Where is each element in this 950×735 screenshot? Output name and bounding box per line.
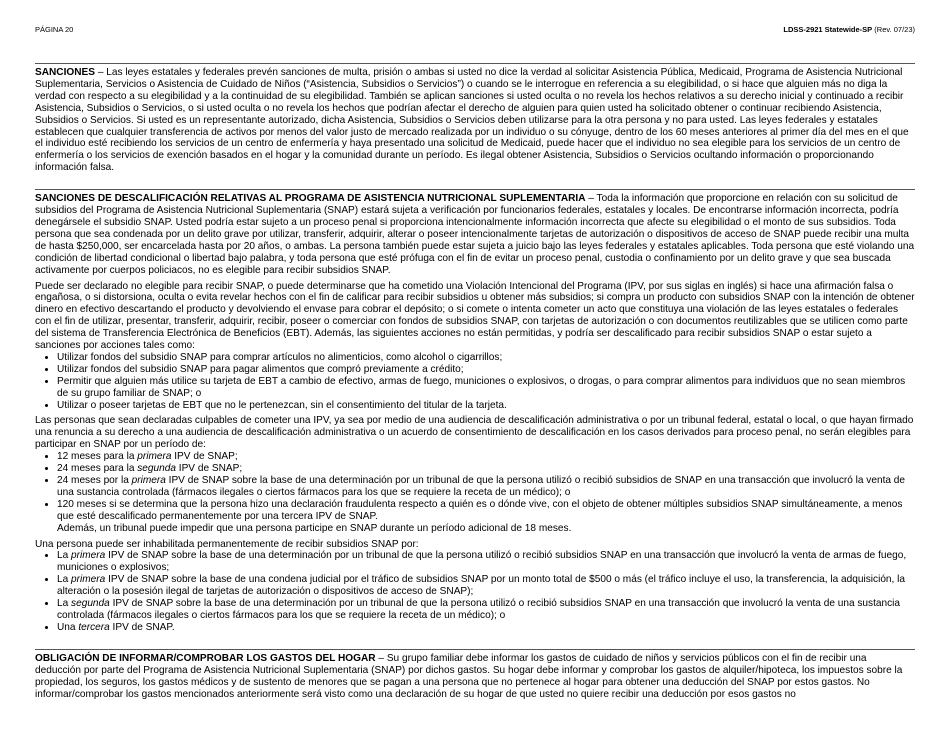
section-text: – Las leyes estatales y federales prevén sanciones de multa, prisión o ambas si usted no dice la verdad al solicitar Asistencia Pública, Medicaid, Programa de Asistencia Nutricional Suplementaria, Servicios o Asistencia de Cuidado de Niños (“Asistencia, Subsidios o Servicios”) o cuando se le interrogue en referencia a su elegibilidad, o si hace que alguien más no diga la verdad con respecto a su elegibilidad y a la continuidad de su elegibilidad. También se aplican sanciones si usted oculta o no revela los hechos relativos a su derecho inicial y continuado a recibir Asistencia, Subsidios o Servicios, o si usted oculta o no revela los hechos que podrían afectar el derecho de alguien para quien usted ha solicitado obtener o continuar recibiendo Asistencia, Subsidios o Servicios. Si usted es un representante autorizado, dicha Asistencia, Subsidios o Servicios deben utilizarse para la otra persona y no para usted. Las leyes federales y estatales establecen que cualquier transferencia de activos por menos del valor justo de mercado realizada por un individuo o su cónyuge, dentro de los 60 meses anteriores al primer día del mes en el que el individuo esté recibiendo los servicios de un centro de enfermería y haya presentado una solicitud de Medicaid, puede hacer que el individuo no sea elegible para los servicios de un centro de enfermería o los servicios de exención basados en el hogar y la comunidad durante un período. Es ilegal obtener Asistencia, Subsidios o Servicios ocultando información o proporcionando información falsa. [35, 67, 909, 174]
section-title: SANCIONES [35, 67, 96, 78]
list-item: • 120 meses si se determina que la persona hizo una declaración fraudulenta respecto a quién es o dónde vive, con el objeto de obtener múltiples subsidios SNAP simultáneamente, a menos que esté descalificado permanentemente por una tercera IPV de SNAP. Además, un tribunal puede impedir que una persona participe en SNAP durante un período adicional de 18 meses. [57, 499, 915, 535]
list-item: • 12 meses para la primera IPV de SNAP; [57, 451, 915, 463]
snap-paragraph: Las personas que sean declaradas culpables de cometer una IPV, ya sea por medio de una audiencia de descalificación administrativa o por un tribunal federal, estatal o local, o que hayan firmado una renuncia a su derecho a una audiencia de descalificación administrativa o un acuerdo de consentimiento de descalificación en los casos derivados para proceso penal, no serán elegibles para participar en SNAP por un período de: [35, 415, 914, 451]
snap-paragraph: Puede ser declarado no elegible para recibir SNAP, o puede determinarse que ha cometido una Violación Intencional del Programa (IPV, por sus siglas en inglés) si hace una afirmación falsa o engañosa, o si distorsiona, oculta o evita revelar hechos con el fin de calificar para recibir subsidios u obtener más subsidios; si compra un producto con subsidios SNAP con la intención de obtener dinero en efectivo descartando el producto y devolviendo el envase para cobrar el depósito; o si comete o intenta cometer un acto que constituya una violación de las leyes estatales o federales con el fin de utilizar, presentar, transferir, adquirir, recibir, poseer o comerciar con fondos de subsidios SNAP, con tarjetas de autorización o con documentos reutilizables que se utilicen como parte del sistema de Transferencia Electrónica de Beneficios (EBT). Además, las siguientes acciones no están permitidas, y podría ser descalificado para recibir subsidios SNAP o estar sujeto a sanciones por acciones tales como: [35, 280, 915, 352]
sanciones-paragraph [35, 67, 915, 174]
section-title: SANCIONES DE DESCALIFICACIÓN RELATIVAS AL PROGRAMA DE ASISTENCIA NUTRICIONAL SUPLEMENTARIA [35, 193, 586, 205]
list-item: • 24 meses para la segunda IPV de SNAP; [57, 463, 915, 475]
list-item: • Utilizar fondos del subsidio SNAP para comprar artículos no alimenticios, como alcohol o cigarrillos; [57, 352, 915, 364]
list-item: • Utilizar fondos del subsidio SNAP para pagar alimentos que compró previamente a crédito; [57, 364, 915, 376]
section-obligacion [35, 650, 915, 701]
page-number: PÁGINA 20 [35, 25, 74, 34]
section-text: – Su grupo familiar debe informar los gastos de cuidado de niños y servicios públicos con el fin de recibir una deducción por parte del Programa de Asistencia Nutricional Suplementaria (SNAP) por dichos gastos. Su hogar debe informar y comprobar los gastos de alquiler/hipoteca, los impuestos sobre la propiedad, los seguros, los gastos médicos y de sustento de menores que se pagan a una persona que no pertenece al hogar para obtener una deducción del SNAP por estos gastos. No informar/comprobar los gastos mencionados anteriormente será visto como una declaración de su hogar de que usted no quiere recibir una deducción por esos gastos no [35, 652, 903, 700]
page-header [35, 25, 915, 37]
list-item: • La segunda IPV de SNAP sobre la base de una determinación por un tribunal de que la persona utilizó o recibió subsidios SNAP en una transacción que involucró la venta de una sustancia controlada (fármacos ilegales o ciertos fármacos para los que se requiere la receta de un médico); o [57, 598, 915, 622]
disqualification-periods-list [35, 451, 915, 534]
snap-intro [35, 193, 915, 276]
list-item: • Una tercera IPV de SNAP. [57, 622, 915, 634]
form-identifier [783, 25, 915, 34]
document-body [35, 63, 915, 715]
snap-paragraph: Una persona puede ser inhabilitada permanentemente de recibir subsidios SNAP por: [35, 538, 419, 550]
obligacion-paragraph [35, 653, 915, 701]
prohibited-actions-list [35, 352, 915, 412]
list-item: • Permitir que alguien más utilice su tarjeta de EBT a cambio de efectivo, armas de fuego, municiones o explosivos, o drogas, o para comprar alimentos para individuos que no sean miembros de su grupo familiar de SNAP; o [57, 376, 915, 400]
section-title: OBLIGACIÓN DE INFORMAR/COMPROBAR LOS GASTOS DEL HOGAR [35, 652, 376, 664]
list-item: • La primera IPV de SNAP sobre la base de una determinación por un tribunal de que la persona utilizó o recibió subsidios SNAP en una transacción que involucró la venta de armas de fuego, municiones o explosivos; [57, 550, 915, 574]
section-text: – Toda la información que proporcione en relación con su solicitud de subsidios del Programa de Asistencia Nutricional Suplementaria (SNAP) estará sujeta a verificación por funcionarios federales, estatales y locales. De encontrarse información incorrecta, podría denegársele el subsidio SNAP. Usted podría estar sujeto a un proceso penal si proporciona intencionalmente información incorrecta que afecte su elegibilidad o el monto de sus subsidios. Toda persona que sea condenada por un delito grave por utilizar, transferir, adquirir, alterar o poseer intencionalmente tarjetas de autorización o dispositivos de acceso de SNAP puede recibir una multa de hasta $250,000, ser encarcelada hasta por 20 años, o ambas. La persona también puede estar sujeta a juicio bajo las leyes federales y estatales aplicables. Toda persona que esté violando una condición de libertad condicional o libertad bajo palabra, y toda persona que esté prófuga con el fin de evitar un proceso penal, custodia o confinamiento por un delito grave y que sea buscada activamente por cuerpos policiacos, no es elegible para recibir subsidios SNAP. [35, 193, 915, 276]
form-revision: (Rev. 07/23) [874, 25, 915, 34]
permanent-disqualification-list [35, 550, 915, 633]
list-item: • Utilizar o poseer tarjetas de EBT que no le pertenezcan, sin el consentimiento del titular de la tarjeta. [57, 400, 915, 412]
list-item: • 24 meses por la primera IPV de SNAP sobre la base de una determinación por un tribunal de que la persona utilizó o recibió subsidios de SNAP en una transacción que involucró la venta de una sustancia controlada (fármacos ilegales o ciertos fármacos para los que se requiere la receta de un médico); o [57, 475, 915, 499]
section-sanciones [35, 64, 915, 174]
list-note: Además, un tribunal puede impedir que una persona participe en SNAP durante un período adicional de 18 meses. [57, 522, 572, 534]
form-id: LDSS-2921 Statewide-SP [783, 25, 873, 34]
list-item: • La primera IPV de SNAP sobre la base de una condena judicial por el tráfico de subsidios SNAP por un monto total de $500 o más (el tráfico incluye el uso, la transferencia, la adquisición, la alteración o la posesión ilegal de tarjetas de autorización o dispositivos de acceso de SNAP); [57, 574, 915, 598]
section-snap [35, 190, 915, 634]
